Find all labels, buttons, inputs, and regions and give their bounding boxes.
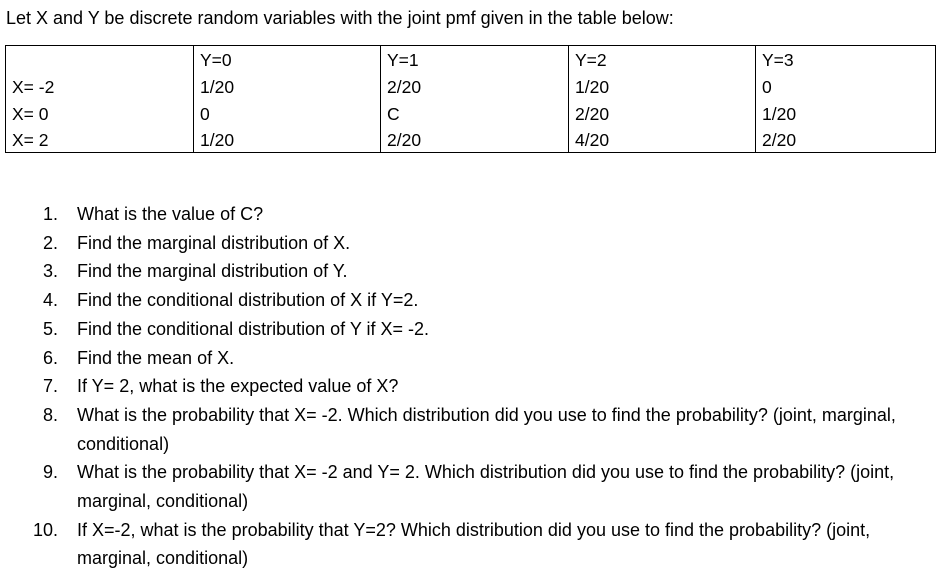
list-item [0,401,930,458]
list-item-number: 5. [42,318,58,339]
list-item-text: What is the probability that X= -2 and Y= 2. Which distribution did you use to find the probability? (joint, marginal, conditional) [77,462,895,512]
list-item-text: Find the mean of X. [77,347,235,368]
table-cell: 1/20 [194,72,381,99]
table-cell: 0 [756,72,936,99]
list-item-number: 4. [42,290,58,311]
table-cell: Y=1 [381,46,569,73]
list-item-text: Find the marginal distribution of X. [77,232,351,253]
table-row [6,72,936,99]
table-cell: 2/20 [569,99,756,126]
list-item-number: 10. [32,519,58,540]
table-cell: X= 0 [6,99,194,126]
table-row [6,99,936,126]
list-item [0,315,930,344]
table-cell: 4/20 [569,126,756,153]
table-cell: X= 2 [6,126,194,153]
table-cell: 1/20 [569,72,756,99]
question-list [0,200,930,573]
list-item-number: 2. [42,232,58,253]
table-cell: Y=0 [194,46,381,73]
table-cell: 0 [194,99,381,126]
list-item-text: What is the probability that X= -2. Which distribution did you use to find the probability? (joint, marginal, conditional) [77,404,896,454]
table-cell: 2/20 [381,72,569,99]
joint-pmf-table [5,45,936,153]
list-item [0,372,930,401]
list-item-number: 6. [42,347,58,368]
table-header-row [6,46,936,73]
table-cell: Y=3 [756,46,936,73]
intro-text: Let X and Y be discrete random variables with the joint pmf given in the table below: [6,8,674,28]
list-item-text: Find the conditional distribution of Y if X= -2. [77,318,430,339]
table-cell: 1/20 [194,126,381,153]
table-cell: 1/20 [756,99,936,126]
table-cell: C [381,99,569,126]
list-item-number: 3. [42,261,58,282]
list-item [0,458,930,515]
list-item-text: Find the conditional distribution of X if Y=2. [77,290,419,311]
table-cell: Y=2 [569,46,756,73]
list-item [0,257,930,286]
list-item-number: 8. [42,404,58,425]
table-row [6,126,936,153]
list-item-text: If Y= 2, what is the expected value of X? [77,376,399,397]
list-item-text: Find the marginal distribution of Y. [77,261,348,282]
list-item-number: 7. [42,376,58,397]
list-item [0,229,930,258]
table-cell: X= -2 [6,72,194,99]
list-item-number: 1. [42,204,58,224]
list-item [0,200,930,229]
table-cell: 2/20 [756,126,936,153]
table-cell [6,46,194,73]
list-item [0,516,930,573]
list-item [0,344,930,373]
table-cell: 2/20 [381,126,569,153]
list-item-text: What is the value of C? [77,204,264,224]
list-item-text: If X=-2, what is the probability that Y=2? Which distribution did you use to find the probability? (joint, marginal, conditional) [77,519,871,569]
list-item [0,286,930,315]
list-item-number: 9. [42,462,58,483]
